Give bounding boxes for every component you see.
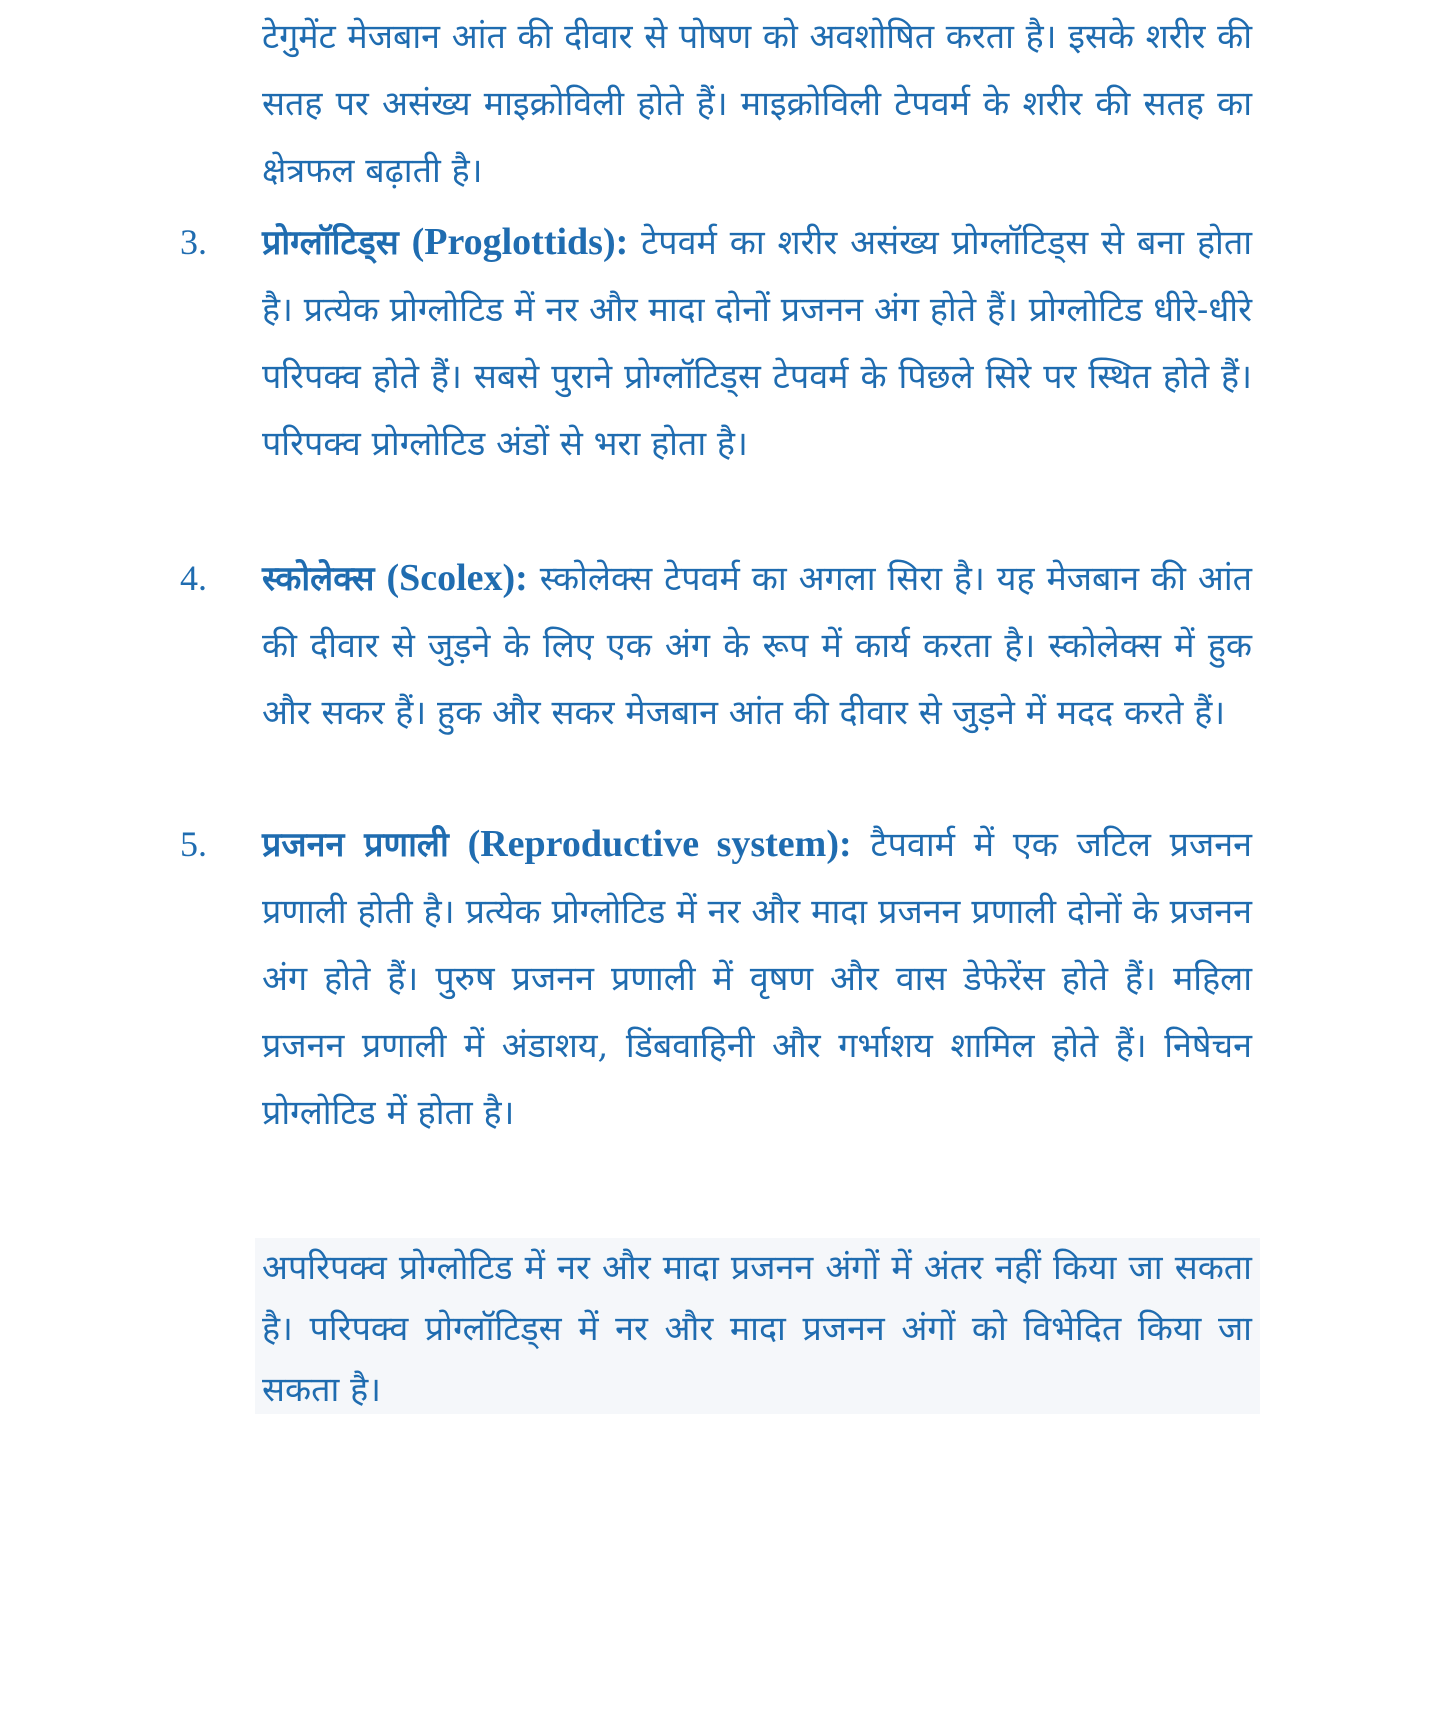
item-heading-hindi: स्कोलेक्स (262, 559, 375, 599)
item-body (262, 209, 1252, 478)
note-text: अपरिपक्व प्रोग्लोटिड में नर और मादा प्रजनन अंगों में अंतर नहीं किया जा सकता है। परिपक्व प्रोग्लॉटिड्स में नर और मादा प्रजनन अंगों को विभेदित किया जा सकता है। (262, 1248, 1252, 1410)
item-text: टैपवार्म में एक जटिल प्रजनन प्रणाली होती है। प्रत्येक प्रोग्लोटिड में नर और मादा प्रजनन प्रणाली दोनों के प्रजनन अंग होते हैं। पुरुष प्रजनन प्रणाली में वृषण और वास डेफेरेंस होते हैं। महिला प्रजनन प्रणाली में अंडाशय, डिंबवाहिनी और गर्भाशय शामिल होते हैं। निषेचन प्रोग्लोटिड में होता है। (262, 825, 1252, 1133)
item-heading-english: (Proglottids): (411, 221, 629, 263)
item-heading-hindi: प्रोग्लॉटिड्स (262, 223, 399, 263)
item-body (262, 811, 1252, 1147)
item-heading-english: (Scolex): (386, 557, 528, 599)
intro-paragraph: टेगुमेंट मेजबान आंत की दीवार से पोषण को अवशोषित करता है। इसके शरीर की सतह पर असंख्य माइक्रोविली होते हैं। माइक्रोविली टेपवर्म के शरीर की सतह का क्षेत्रफल बढ़ाती है। (262, 17, 1252, 191)
item-number: 5. (180, 824, 207, 864)
item-number: 3. (180, 222, 207, 262)
item-heading-english: (Reproductive system): (467, 823, 852, 865)
item-heading-hindi: प्रजनन प्रणाली (262, 825, 449, 865)
note-box (255, 1238, 1260, 1414)
item-number: 4. (180, 558, 207, 598)
item-text: स्कोलेक्स टेपवर्म का अगला सिरा है। यह मेजबान की आंत की दीवार से जुड़ने के लिए एक अंग के रूप में कार्य करता है। स्कोलेक्स में हुक और सकर हैं। हुक और सकर मेजबान आंत की दीवार से जुड़ने में मदद करते हैं। (262, 559, 1252, 733)
item-body (262, 545, 1252, 747)
item-text: टेपवर्म का शरीर असंख्य प्रोग्लॉटिड्स से बना होता है। प्रत्येक प्रोग्लोटिड में नर और मादा दोनों प्रजनन अंग होते हैं। प्रोग्लोटिड धीरे-धीरे परिपक्व होते हैं। सबसे पुराने प्रोग्लॉटिड्स टेपवर्म के पिछले सिरे पर स्थित होते हैं। परिपक्व प्रोग्लोटिड अंडों से भरा होता है। (262, 223, 1253, 464)
